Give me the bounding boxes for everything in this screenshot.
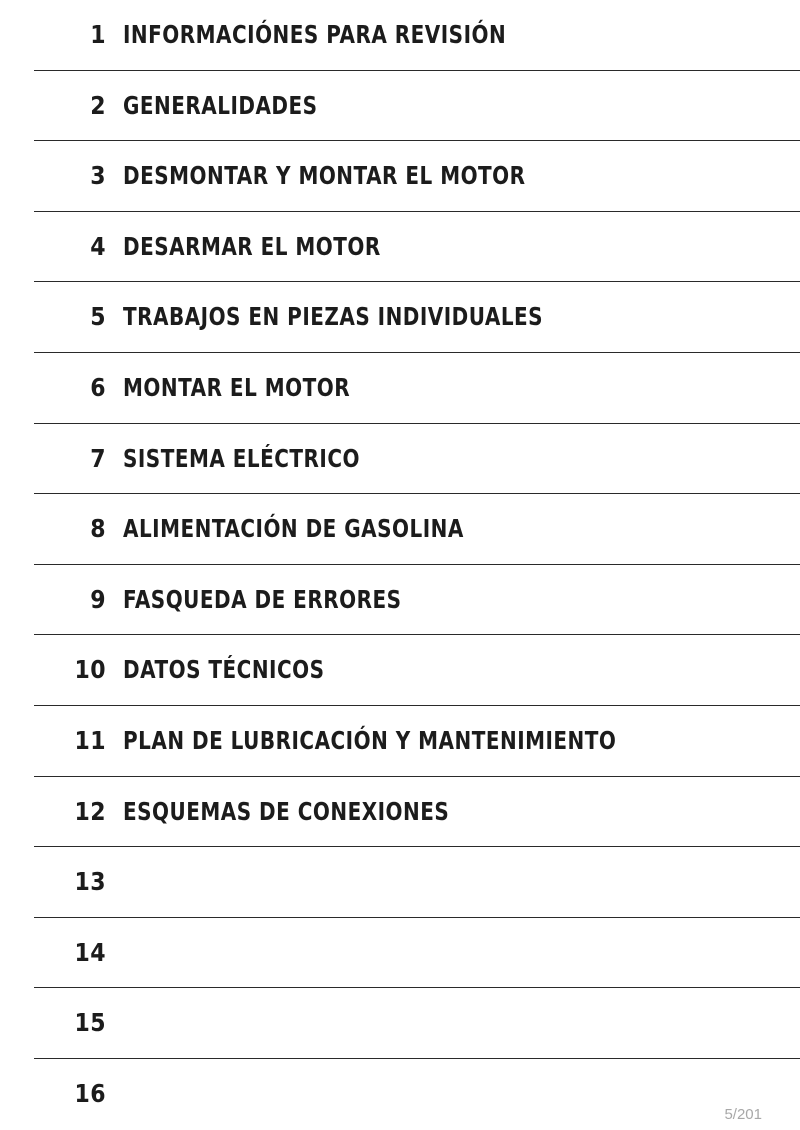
toc-entry-6[interactable]: [0, 353, 800, 424]
toc-entry-number: 13: [74, 867, 106, 897]
toc-entry-8[interactable]: [0, 494, 800, 565]
toc-entry-title: GENERALIDADES: [123, 90, 318, 120]
toc-entry-number: 2: [90, 90, 106, 120]
toc-entry-number: 1: [90, 20, 106, 49]
toc-entry-number: 14: [74, 937, 106, 967]
toc-entry-title: ALIMENTACIÓN DE GASOLINA: [123, 514, 464, 544]
toc-entry-title: TRABAJOS EN PIEZAS INDIVIDUALES: [123, 302, 544, 332]
toc-entry-number: 11: [74, 725, 106, 755]
toc-entry-4[interactable]: [0, 212, 800, 283]
toc-entry-number: 4: [90, 231, 106, 261]
toc-entry-title: INFORMACIÓNES PARA REVISIÓN: [123, 20, 507, 49]
toc-entry-title: PLAN DE LUBRICACIÓN Y MANTENIMIENTO: [123, 725, 617, 755]
toc-entry-number: 7: [90, 443, 106, 473]
toc-entry-9[interactable]: [0, 565, 800, 636]
toc-entry-number: 9: [90, 584, 106, 614]
page-indicator: 5/201: [724, 1106, 762, 1123]
toc-entry-number: 8: [90, 514, 106, 544]
toc-entry-title: ESQUEMAS DE CONEXIONES: [123, 796, 450, 826]
toc-entry-10[interactable]: [0, 635, 800, 706]
toc-entry-number: 6: [90, 372, 106, 402]
toc-entry-title: MONTAR EL MOTOR: [123, 372, 351, 402]
toc-entry-7[interactable]: [0, 424, 800, 495]
toc-entry-title: SISTEMA ELÉCTRICO: [123, 443, 360, 473]
toc-entry-number: 5: [90, 302, 106, 332]
toc-entry-number: 15: [74, 1008, 106, 1038]
toc-entry-number: 3: [90, 161, 106, 191]
toc-entry-12[interactable]: [0, 777, 800, 848]
toc-entry-16[interactable]: [0, 1059, 800, 1130]
toc-entry-15[interactable]: [0, 988, 800, 1059]
toc-entry-1[interactable]: [0, 0, 800, 71]
toc-entry-number: 10: [74, 655, 106, 685]
toc-entry-title: DESARMAR EL MOTOR: [123, 231, 381, 261]
toc-entry-11[interactable]: [0, 706, 800, 777]
toc-entry-5[interactable]: [0, 282, 800, 353]
toc-entry-title: FASQUEDA DE ERRORES: [123, 584, 402, 614]
toc-entry-13[interactable]: [0, 847, 800, 918]
toc-entry-14[interactable]: [0, 918, 800, 989]
toc-entry-title: DESMONTAR Y MONTAR EL MOTOR: [123, 161, 526, 191]
toc-entry-2[interactable]: [0, 71, 800, 142]
toc-entry-title: DATOS TÉCNICOS: [123, 655, 325, 685]
toc-entry-3[interactable]: [0, 141, 800, 212]
toc-entry-number: 12: [74, 796, 106, 826]
toc-entry-number: 16: [74, 1078, 106, 1108]
